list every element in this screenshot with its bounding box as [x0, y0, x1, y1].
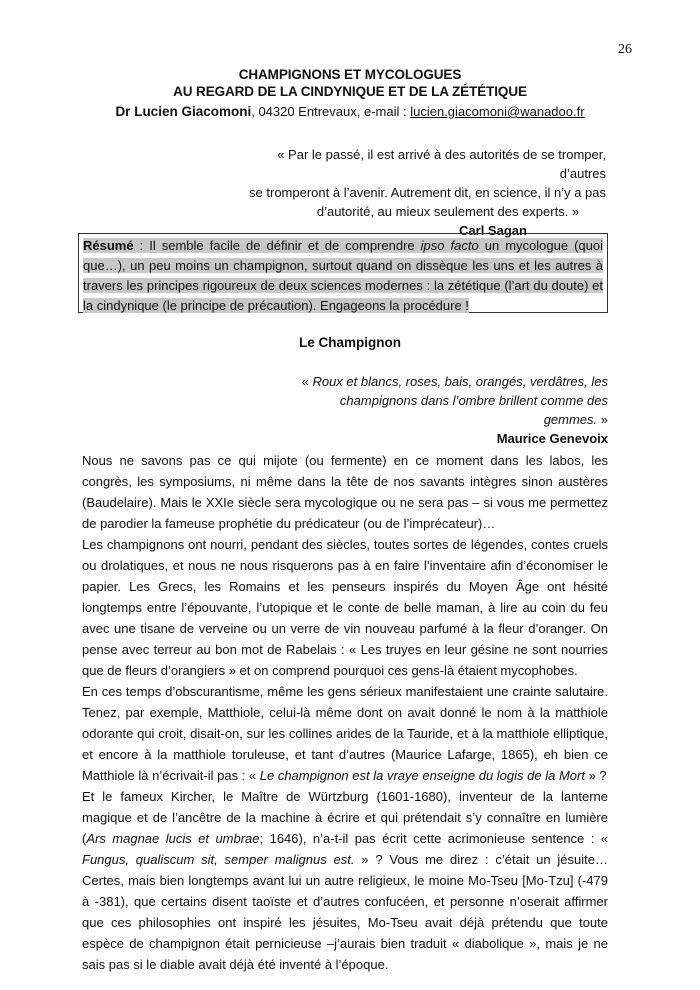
epigraph-author: Carl Sagan	[459, 223, 527, 238]
p4-text-a: Et le fameux Kircher, le Maître de Würtzburg (1601-1680), inventeur de la lanterne magique et de l’ancêtre de la machine à écrire et qui prétendait s’y connaître en lumière (	[82, 789, 608, 846]
article-title	[0, 66, 700, 100]
epigraph2-text-1: Roux et blancs, roses, bais, orangés, verdâtres, les	[312, 374, 608, 389]
epigraph-genevoix	[290, 372, 608, 448]
p4-text-b: ; 1646), n’a-t-il pas écrit cette acrimonieuse sentence : «	[259, 831, 609, 846]
epigraph2-line-2	[290, 391, 608, 429]
paragraph-2: Les champignons ont nourri, pendant des siècles, toutes sortes de légendes, contes cruels ou drolatiques, et nous ne nous risquerons pas à en faire l’inventaire afin d’économiser le papier. Les Grecs, les Romains et les penseurs inspirés du Moyen Âge ont hésité longtemps entre l’épouvante, l’utopique et le conte de belle maman, à lire au coin du feu avec une tisane de verveine ou un verre de vin nouveau parfumé à la fleur d’oranger. On pense avec terreur au bon mot de Rabelais : « Les truyes en leur gésine ne sont nourries que de fleurs d’orangiers » et on comprend pourquoi ces gens-là étaient mycophobes.	[82, 537, 608, 678]
section-title: Le Champignon	[299, 335, 401, 350]
page-number: 26	[618, 42, 632, 57]
title-line-1: CHAMPIGNONS ET MYCOLOGUES	[238, 67, 462, 82]
abstract-italic: ipso facto	[420, 238, 479, 253]
quote-close: »	[597, 412, 608, 427]
author-line	[0, 104, 700, 119]
abstract-box	[78, 233, 608, 313]
p3-text-a: En ces temps d’obscurantisme, même les gens sérieux manifestaient une crainte salutaire. Tenez, par exemple, Matthiole, celui-là même dont on avait donné le nom à la matthiole odorante qui croit, disait-on, sur les collines arides de la Tauride, et à la matthiole elliptique, et encore à la matthiole toruleuse, et tant d’autres (Maurice Lafarge, 1865), eh bien ce Matthiole là n’écrivait-il pas : «	[82, 684, 608, 783]
epigraph-line-2: se tromperont à l’avenir. Autrement dit, en science, il n’y a pas	[249, 185, 606, 200]
abstract-text-b: un mycologue (quoi que…), un peu moins un champignon, surtout quand on dissèque les uns et les autres à travers les principes rigoureux de deux sciences modernes : la zététique (l’art du doute) et la cindynique (le principe de précaution). Engageons la procédure !	[83, 238, 603, 313]
epigraph-line-3: d’autorité, au mieux seulement des experts. »	[316, 204, 580, 219]
author-email-link[interactable]: lucien.giacomoni@wanadoo.fr	[410, 104, 585, 119]
abstract-text-a: : Il semble facile de définir et de comprendre	[133, 238, 421, 253]
p3-italic: Le champignon est la vraye enseigne du logis de la Mort	[259, 768, 585, 783]
p3-text-b: » ?	[584, 768, 607, 783]
p4-text-c: » ? Vous me direz : c’était un jésuite… Certes, mais bien longtemps avant lui un autre religieux, le moine Mo-Tseu [Mo-Tzu] (-479 à -381), que certains disent taoïste et d’autres confucéen, et personne n’oserait affirmer que ces philosophies ont inspiré les jésuites, Mo-Tseu avait déjà prétendu que toute espèce de champignon était pernicieuse –j’aurais bien traduit « diabolique », mais je ne sais pas si le diable avait déjà été inventé à l’époque.	[82, 852, 608, 972]
epigraph-line-1: « Par le passé, il est arrivé à des autorités de se tromper, d’autres	[277, 147, 606, 181]
paragraph-3	[82, 681, 608, 786]
quote-open: «	[301, 374, 313, 389]
title-line-2: AU REGARD DE LA CINDYNIQUE ET DE LA ZÉTÉTIQUE	[173, 84, 527, 99]
body-text	[82, 450, 608, 975]
author-location: , 04320 Entrevaux, e-mail :	[251, 104, 411, 119]
p4-italic-2: Fungus, qualiscum sit, semper malignus est.	[82, 852, 355, 867]
epigraph-sagan	[230, 145, 606, 240]
abstract-highlight	[83, 238, 603, 313]
p4-italic-1: Ars magnae lucis et umbrae	[86, 831, 260, 846]
paragraph-1: Nous ne savons pas ce qui mijote (ou fermente) en ce moment dans les labos, les congrès, les symposiums, ni même dans la tête de nos savants intègres sinon austères (Baudelaire). Mais le XXIe siècle sera mycologique ou ne sera pas – si vous me permettez de parodier la fameuse prophétie du prédicateur (ou de l’imprécateur)…	[82, 453, 608, 531]
epigraph2-author: Maurice Genevoix	[496, 431, 608, 446]
paragraph-4	[82, 786, 608, 975]
epigraph2-text-2: champignons dans l’ombre brillent comme des gemmes.	[339, 393, 608, 427]
epigraph2-line-1	[290, 372, 608, 391]
author-name: Dr Lucien Giacomoni	[115, 104, 252, 119]
abstract-label: Résumé	[83, 238, 134, 253]
